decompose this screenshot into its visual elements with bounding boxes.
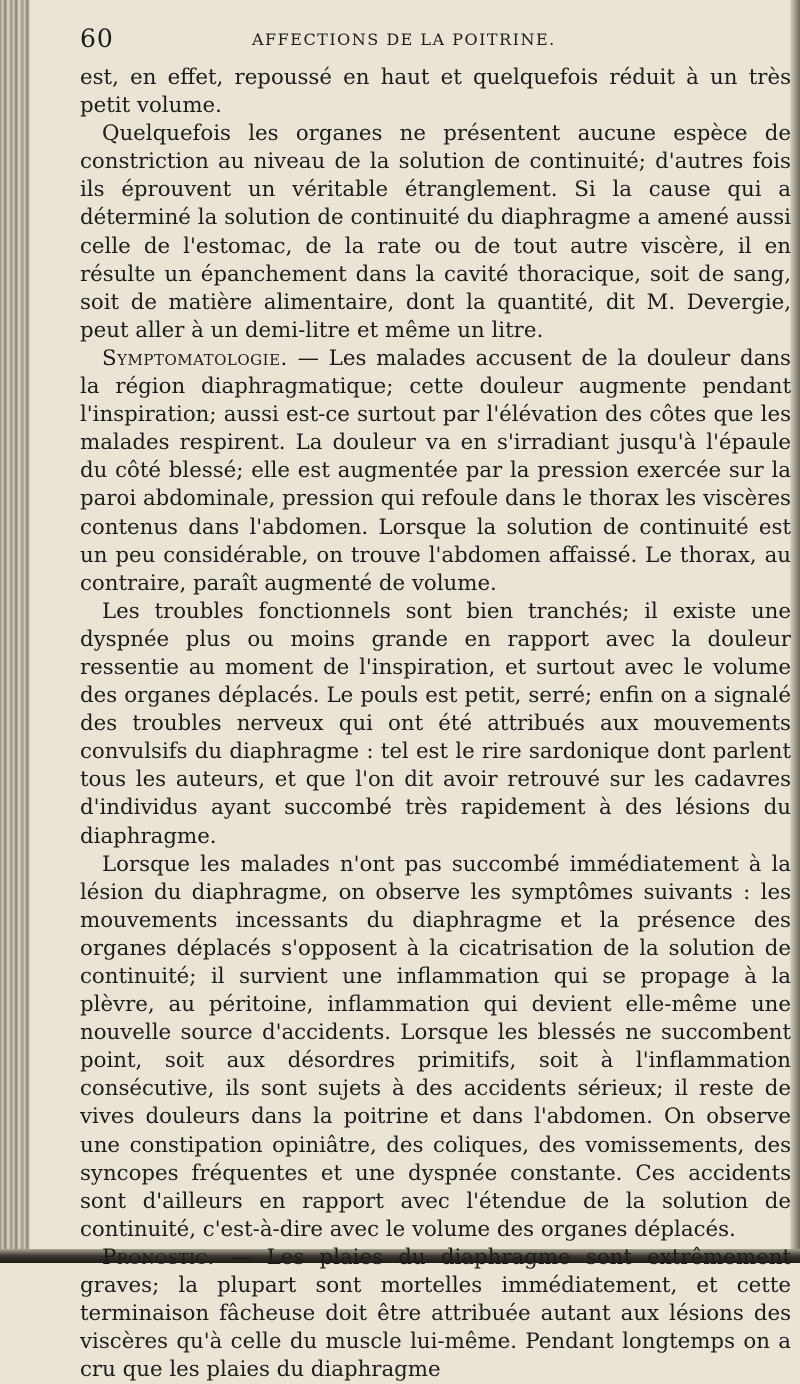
body-text: [80, 64, 791, 1384]
paragraph-text: — Les plaies du diaphragme sont extrêmement graves; la plupart sont mortelles immédiatement, et cette terminaison fâcheuse doit être attribuée autant aux lésions des viscères qu'à celle du muscle lui-même. Pendant longtemps on a cru que les plaies du diaphragme: [80, 1244, 791, 1383]
section-heading-symptomatologie: Symptomatologie.: [102, 345, 288, 371]
book-spine-shadow: [0, 0, 30, 1263]
section-heading-pronostic: Pronostic.: [102, 1244, 215, 1270]
paragraph-symptomatologie: [80, 345, 791, 598]
paragraph-troubles: [80, 598, 791, 851]
paragraph-text: est, en effet, repoussé en haut et quelquefois réduit à un très petit volume.: [80, 65, 791, 119]
paragraph-constriction: [80, 120, 791, 345]
paragraph-pronostic: [80, 1244, 791, 1384]
paragraph-text: Quelquefois les organes ne présentent aucune espèce de constriction au niveau de la solution de continuité; d'autres fois ils éprouvent un véritable étranglement. Si la cause qui a déterminé la solution de continuité du diaphragme a amené aussi celle de l'estomac, de la rate ou de tout autre viscère, il en résulte un épanchement dans la cavité thoracique, soit de sang, soit de matière alimentaire, dont la quantité, dit M. Devergie, peut aller à un demi-litre et même un litre.: [80, 121, 791, 343]
page-number: 60: [80, 24, 114, 53]
paragraph-consecutifs: [80, 851, 791, 1244]
page-header: [80, 24, 792, 64]
book-page: [80, 24, 792, 1384]
paragraph-continuation: [80, 64, 791, 120]
paragraph-text: Lorsque les malades n'ont pas succombé immédiatement à la lésion du diaphragme, on observe les symptômes suivants : les mouvements incessants du diaphragme et la présence des organes déplacés s'opposent à la cicatrisation de la solution de continuité; il survient une inflammation qui se propage à la plèvre, au péritoine, inflammation qui devient elle-même une nouvelle source d'accidents. Lorsque les blessés ne succombent point, soit aux désordres primitifs, soit à l'inflammation consécutive, ils sont sujets à des accidents sérieux; il reste de vives douleurs dans la poitrine et dans l'abdomen. On observe une constipation opiniâtre, des coliques, des vomissements, des syncopes fréquentes et une dyspnée constante. Ces accidents sont d'ailleurs en rapport avec l'étendue de la solution de continuité, c'est-à-dire avec le volume des organes déplacés.: [80, 851, 791, 1242]
paragraph-text: Les troubles fonctionnels sont bien tranchés; il existe une dyspnée plus ou moins grande en rapport avec la douleur ressentie au moment de l'inspiration, et surtout avec le volume des organes déplacés. Le pouls est petit, serré; enfin on a signalé des troubles nerveux qui ont été attribués aux mouvements convulsifs du diaphragme : tel est le rire sardonique dont parlent tous les auteurs, et que l'on dit avoir retrouvé sur les cadavres d'individus ayant succombé très rapidement à des lésions du diaphragme.: [80, 598, 791, 849]
paragraph-text: — Les malades accusent de la douleur dans la région diaphragmatique; cette douleur augmente pendant l'inspiration; aussi est-ce surtout par l'élévation des côtes que les malades respirent. La douleur va en s'irradiant jusqu'à l'épaule du côté blessé; elle est augmentée par la pression exercée sur la paroi abdominale, pression qui refoule dans le thorax les viscères contenus dans l'abdomen. Lorsque la solution de continuité est un peu considérable, on trouve l'abdomen affaissé. Le thorax, au contraire, paraît augmenté de volume.: [80, 345, 791, 596]
running-head: AFFECTIONS DE LA POITRINE.: [252, 30, 556, 49]
